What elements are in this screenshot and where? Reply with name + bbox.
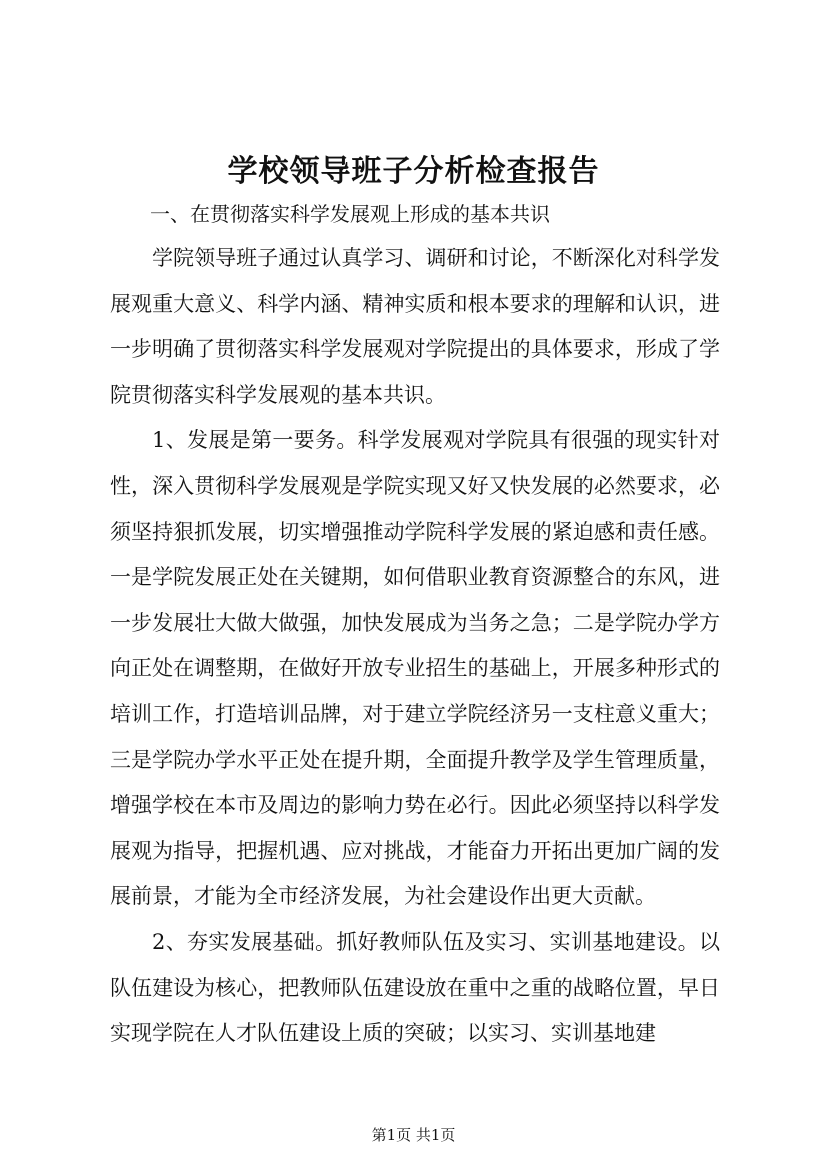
document-title: 学校领导班子分析检查报告 [227,154,600,189]
page-footer: 第1页 共1页 [371,1126,456,1144]
paragraph: 1、发展是第一要务。科学发展观对学院具有很强的现实针对性，深入贯彻科学发展观是学院实现又好又快发展的必然要求，必须坚持狠抓发展，切实增强推动学院科学发展的紧迫感和责任感。一是学院发展正处在关键期，如何借职业教育资源整合的东风，进一步发展壮大做大做强，加快发展成为当务之急；二是学院办学方向正处在调整期，在做好开放专业招生的基础上，开展多种形式的培训工作，打造培训品牌，对于建立学院经济另一支柱意义重大；三是学院办学水平正处在提升期，全面提升教学及学生管理质量，增强学校在本市及周边的影响力势在必行。因此必须坚持以科学发展观为指导，把握机遇、应对挑战，才能奋力开拓出更加广阔的发展前景，才能为全市经济发展，为社会建设作出更大贡献。 [110,428,720,909]
document-body [110,236,720,1057]
paragraph: 学院领导班子通过认真学习、调研和讨论，不断深化对科学发展观重大意义、科学内涵、精神实质和根本要求的理解和认识，进一步明确了贯彻落实科学发展观对学院提出的具体要求，形成了学院贯彻落实科学发展观的基本共识。 [110,246,720,407]
section-heading: 一、在贯彻落实科学发展观上形成的基本共识 [150,202,550,226]
paragraph: 2、夯实发展基础。抓好教师队伍及实习、实训基地建设。以队伍建设为核心，把教师队伍建设放在重中之重的战略位置，早日实现学院在人才队伍建设上质的突破；以实习、实训基地建 [110,929,720,1046]
